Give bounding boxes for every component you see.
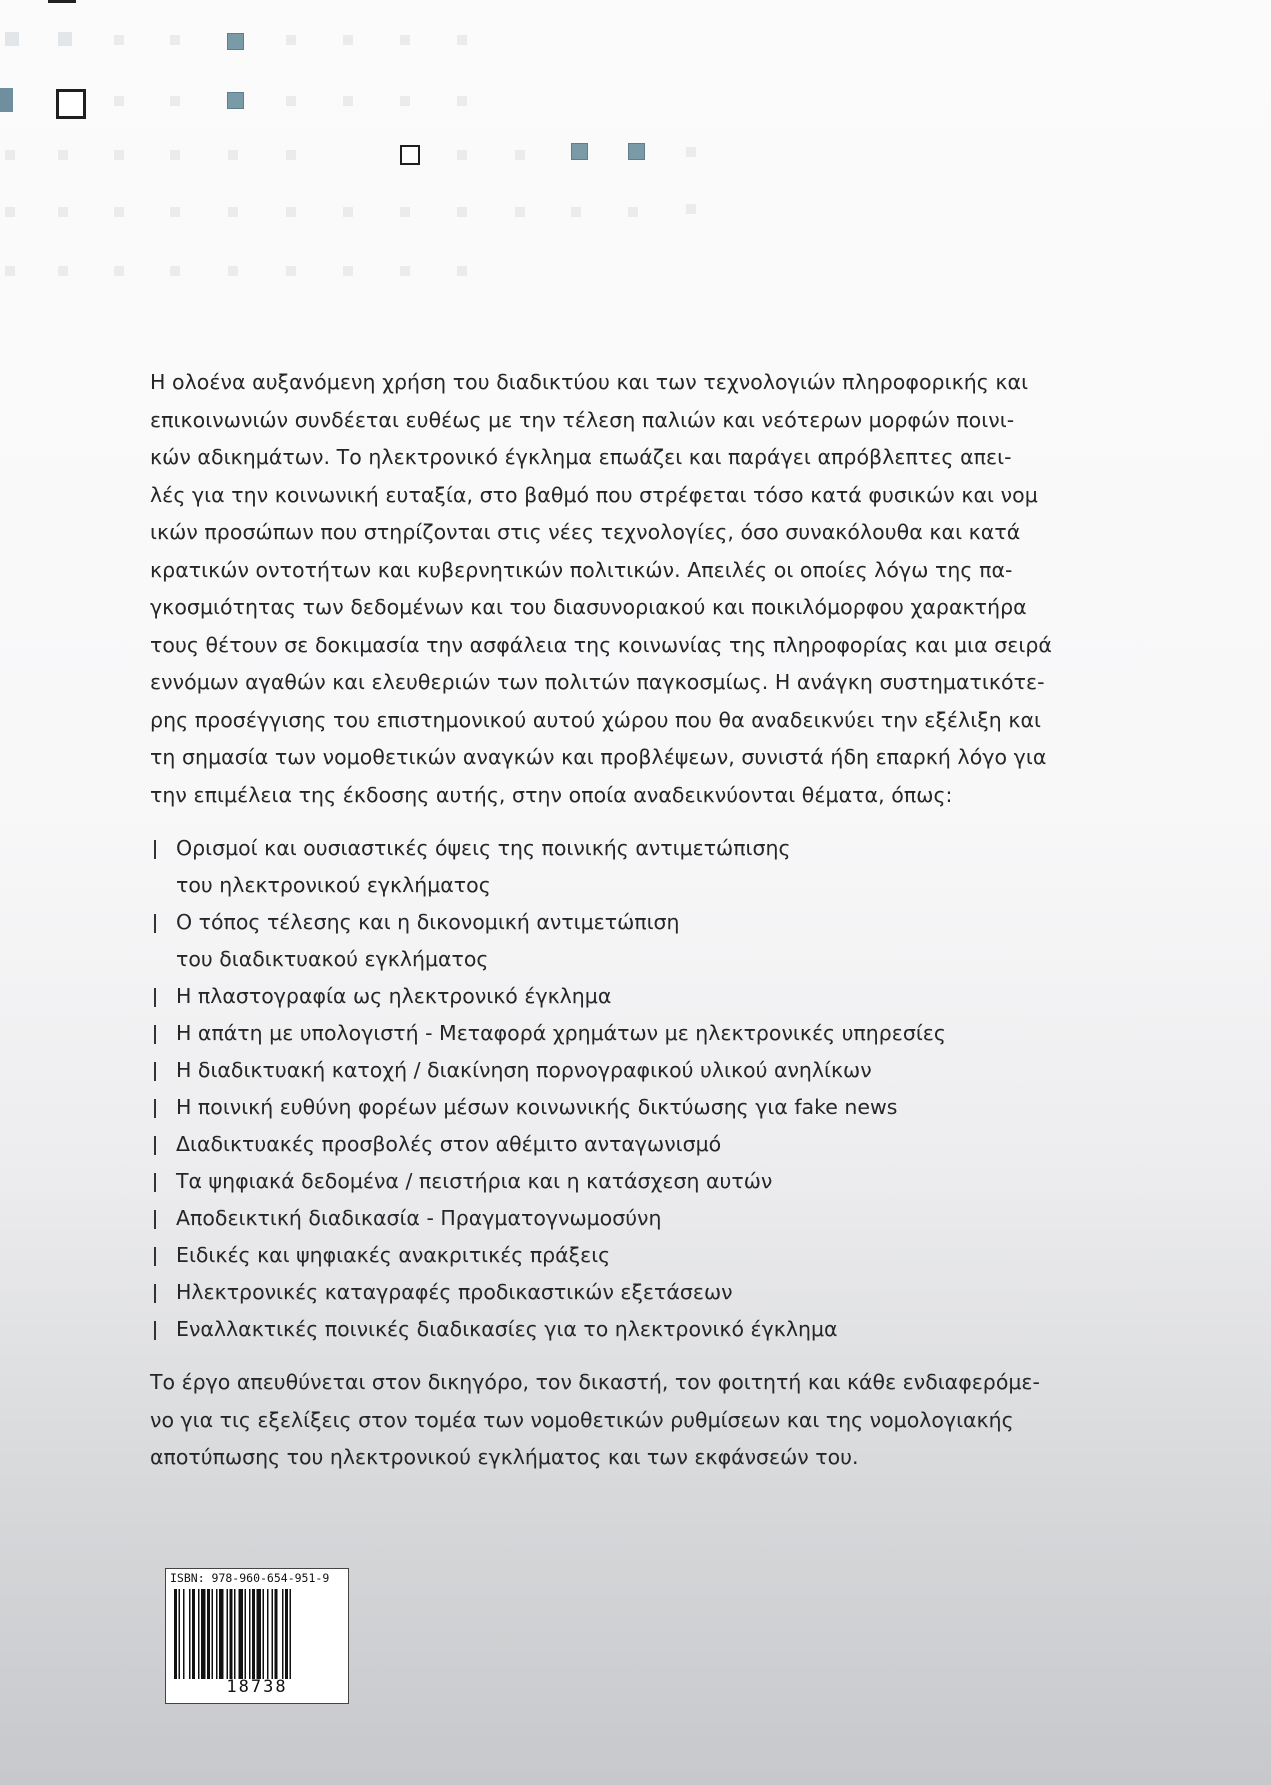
list-item: Ειδικές και ψηφιακές ανακριτικές πράξεις [154, 1237, 1110, 1274]
intro-line: κών αδικημάτων. Το ηλεκτρονικό έγκλημα επωάζει και παράγει απρόβλεπτες απει- [150, 445, 1012, 469]
faint-square-icon [343, 35, 353, 45]
faint-square-icon [58, 207, 68, 217]
list-item: Η διαδικτυακή κατοχή / διακίνηση πορνογραφικού υλικού ανηλίκων [154, 1052, 1110, 1089]
faint-square-icon [114, 150, 124, 160]
edge-square-icon [0, 88, 13, 112]
faint-square-icon [5, 207, 15, 217]
faint-square-icon [686, 204, 696, 214]
list-item: Η ποινική ευθύνη φορέων μέσων κοινωνικής δικτύωσης για fake news [154, 1089, 1110, 1126]
faint-square-icon [228, 207, 238, 217]
faint-square-icon [400, 266, 410, 276]
back-cover-text [150, 364, 1110, 1477]
list-item: Ορισμοί και ουσιαστικές όψεις της ποινικής αντιμετώπισης του ηλεκτρονικού εγκλήματος [154, 830, 1110, 904]
intro-paragraph [150, 364, 1110, 814]
intro-line: λές για την κοινωνική ευταξία, στο βαθμό που στρέφεται τόσο κατά φυσικών και νομ [150, 482, 1038, 507]
bullet-bar-icon [154, 840, 156, 859]
faint-square-icon [400, 96, 410, 106]
faint-square-icon [343, 266, 353, 276]
barcode-stripe [290, 1589, 292, 1679]
faint-square-icon [114, 207, 124, 217]
barcode-stripe [275, 1589, 278, 1679]
faint-square-icon [5, 150, 15, 160]
outro-line: Το έργο απευθύνεται στον δικηγόρο, τον δικαστή, τον φοιτητή και κάθε ενδιαφερόμε- [150, 1370, 1040, 1394]
intro-line: τους θέτουν σε δοκιμασία την ασφάλεια της κοινωνίας της πληροφορίας και μια σειρά [150, 632, 1052, 657]
faint-square-icon [457, 150, 467, 160]
barcode-stripe [263, 1589, 265, 1679]
intro-line: γκοσμιότητας των δεδομένων και του διασυνοριακού και ποικιλόμορφου χαρακτήρα [150, 595, 1027, 619]
bullet-bar-icon [154, 914, 156, 933]
faint-square-icon [170, 35, 180, 45]
list-item: Ηλεκτρονικές καταγραφές προδικαστικών εξετάσεων [154, 1274, 1110, 1311]
faint-square-icon [114, 96, 124, 106]
intro-line: κρατικών οντοτήτων και κυβερνητικών πολιτικών. Απειλές οι οποίες λόγω της πα- [150, 557, 1013, 582]
faint-square-icon [58, 150, 68, 160]
barcode-number: 18738 [226, 1677, 288, 1697]
barcode-stripe [216, 1589, 218, 1679]
faint-square-icon [457, 35, 467, 45]
barcode-stripe [249, 1589, 251, 1679]
barcode-stripe [230, 1589, 233, 1679]
faint-square-icon [686, 147, 696, 157]
intro-line: ικών προσώπων που στηρίζονται στις νέες τεχνολογίες, όσο συνακόλουθα και κατά [150, 520, 1021, 544]
intro-line: τη σημασία των νομοθετικών αναγκών και προβλέψεων, συνιστά ήδη επαρκή λόγο για [150, 745, 1047, 769]
barcode-stripe [201, 1589, 206, 1679]
outline-square-icon [56, 89, 86, 119]
bullet-bar-icon [154, 1062, 156, 1081]
faint-square-icon [170, 207, 180, 217]
barcode-stripe [192, 1589, 195, 1679]
faint-square-icon [400, 35, 410, 45]
barcode-bars-icon [174, 1589, 338, 1679]
list-item: Αποδεικτική διαδικασία - Πραγματογνωμοσύνη [154, 1200, 1110, 1237]
outro-line: νο για τις εξελίξεις στον τομέα των νομοθετικών ρυθμίσεων και της νομολογιακής [150, 1407, 1014, 1432]
topics-list [154, 830, 1110, 1348]
bullet-bar-icon [154, 1210, 156, 1229]
intro-line: την επιμέλεια της έκδοσης αυτής, στην οποία αναδεικνύονται θέματα, όπως: [150, 782, 953, 807]
barcode-stripe [198, 1589, 200, 1679]
list-item: Η πλαστογραφία ως ηλεκτρονικό έγκλημα [154, 978, 1110, 1015]
barcode-stripe [272, 1589, 274, 1679]
barcode-stripe [189, 1589, 191, 1679]
barcode-stripe [183, 1589, 185, 1679]
list-item: Τα ψηφιακά δεδομένα / πειστήρια και η κατάσχεση αυτών [154, 1163, 1110, 1200]
outro-line: αποτύπωσης του ηλεκτρονικού εγκλήματος και των εκφάνσεών του. [150, 1445, 859, 1469]
faint-square-icon [286, 266, 296, 276]
barcode-stripe [282, 1589, 284, 1679]
bullet-bar-icon [154, 1247, 156, 1266]
decorative-square-pattern [0, 0, 800, 300]
faint-square-icon [286, 150, 296, 160]
bullet-bar-icon [154, 1025, 156, 1044]
faint-square-icon [228, 266, 238, 276]
blue-square-icon [227, 92, 244, 109]
faint-square-icon [170, 96, 180, 106]
outro-paragraph [150, 1364, 1110, 1477]
faint-square-icon [5, 32, 19, 46]
faint-square-icon [114, 35, 124, 45]
faint-square-icon [5, 266, 15, 276]
faint-square-icon [628, 207, 638, 217]
barcode-stripe [212, 1589, 214, 1679]
intro-line: Η ολοένα αυξανόμενη χρήση του διαδικτύου και των τεχνολογιών πληροφορικής και [150, 370, 1029, 394]
faint-square-icon [343, 207, 353, 217]
intro-line: επικοινωνιών συνδέεται ευθέως με την τέλεση παλιών και νεότερων μορφών ποινι- [150, 407, 1015, 432]
blue-square-icon [628, 143, 645, 160]
isbn-label: ISBN: 978-960-654-951-9 [170, 1571, 330, 1585]
bullet-bar-icon [154, 1284, 156, 1303]
list-item: Η απάτη με υπολογιστή - Μεταφορά χρημάτων με ηλεκτρονικές υπηρεσίες [154, 1015, 1110, 1052]
faint-square-icon [114, 266, 124, 276]
list-item: Ο τόπος τέλεσης και η δικονομική αντιμετώπιση του διαδικτυακού εγκλήματος [154, 904, 1110, 978]
faint-square-icon [400, 207, 410, 217]
barcode-stripe [252, 1589, 255, 1679]
barcode-stripe [245, 1589, 247, 1679]
barcode-stripe [219, 1589, 224, 1679]
faint-square-icon [170, 266, 180, 276]
faint-square-icon [571, 207, 581, 217]
barcode-stripe [179, 1589, 181, 1679]
faint-square-icon [515, 207, 525, 217]
intro-line: εννόμων αγαθών και ελευθεριών των πολιτών παγκοσμίως. Η ανάγκη συστηματικότε- [150, 670, 1045, 694]
faint-square-icon [58, 266, 68, 276]
faint-square-icon [286, 96, 296, 106]
bullet-bar-icon [154, 1099, 156, 1118]
barcode-stripe [227, 1589, 229, 1679]
bullet-bar-icon [154, 1321, 156, 1340]
barcode-stripe [234, 1589, 236, 1679]
faint-square-icon [343, 96, 353, 106]
barcode-stripe [239, 1589, 244, 1679]
blue-square-icon [227, 33, 244, 50]
barcode-stripe [285, 1589, 288, 1679]
faint-square-icon [228, 150, 238, 160]
barcode-stripe [257, 1589, 262, 1679]
intro-line: ρης προσέγγισης του επιστημονικού αυτού χώρου που θα αναδεικνύει την εξέλιξη και [150, 707, 1041, 732]
faint-square-icon [58, 32, 72, 46]
faint-square-icon [286, 207, 296, 217]
list-item: Διαδικτυακές προσβολές στον αθέμιτο ανταγωνισμό [154, 1126, 1110, 1163]
bullet-bar-icon [154, 1173, 156, 1192]
faint-square-icon [515, 150, 525, 160]
barcode-stripe [267, 1589, 269, 1679]
faint-square-icon [457, 207, 467, 217]
faint-square-icon [170, 150, 180, 160]
bullet-bar-icon [154, 988, 156, 1007]
barcode-stripe [174, 1589, 177, 1679]
faint-square-icon [457, 266, 467, 276]
list-item: Εναλλακτικές ποινικές διαδικασίες για το ηλεκτρονικό έγκλημα [154, 1311, 1110, 1348]
faint-square-icon [457, 96, 467, 106]
barcode-stripe [207, 1589, 210, 1679]
bullet-bar-icon [154, 1136, 156, 1155]
isbn-barcode [165, 1568, 349, 1704]
faint-square-icon [286, 35, 296, 45]
outline-square-icon [400, 145, 420, 165]
blue-square-icon [571, 143, 588, 160]
